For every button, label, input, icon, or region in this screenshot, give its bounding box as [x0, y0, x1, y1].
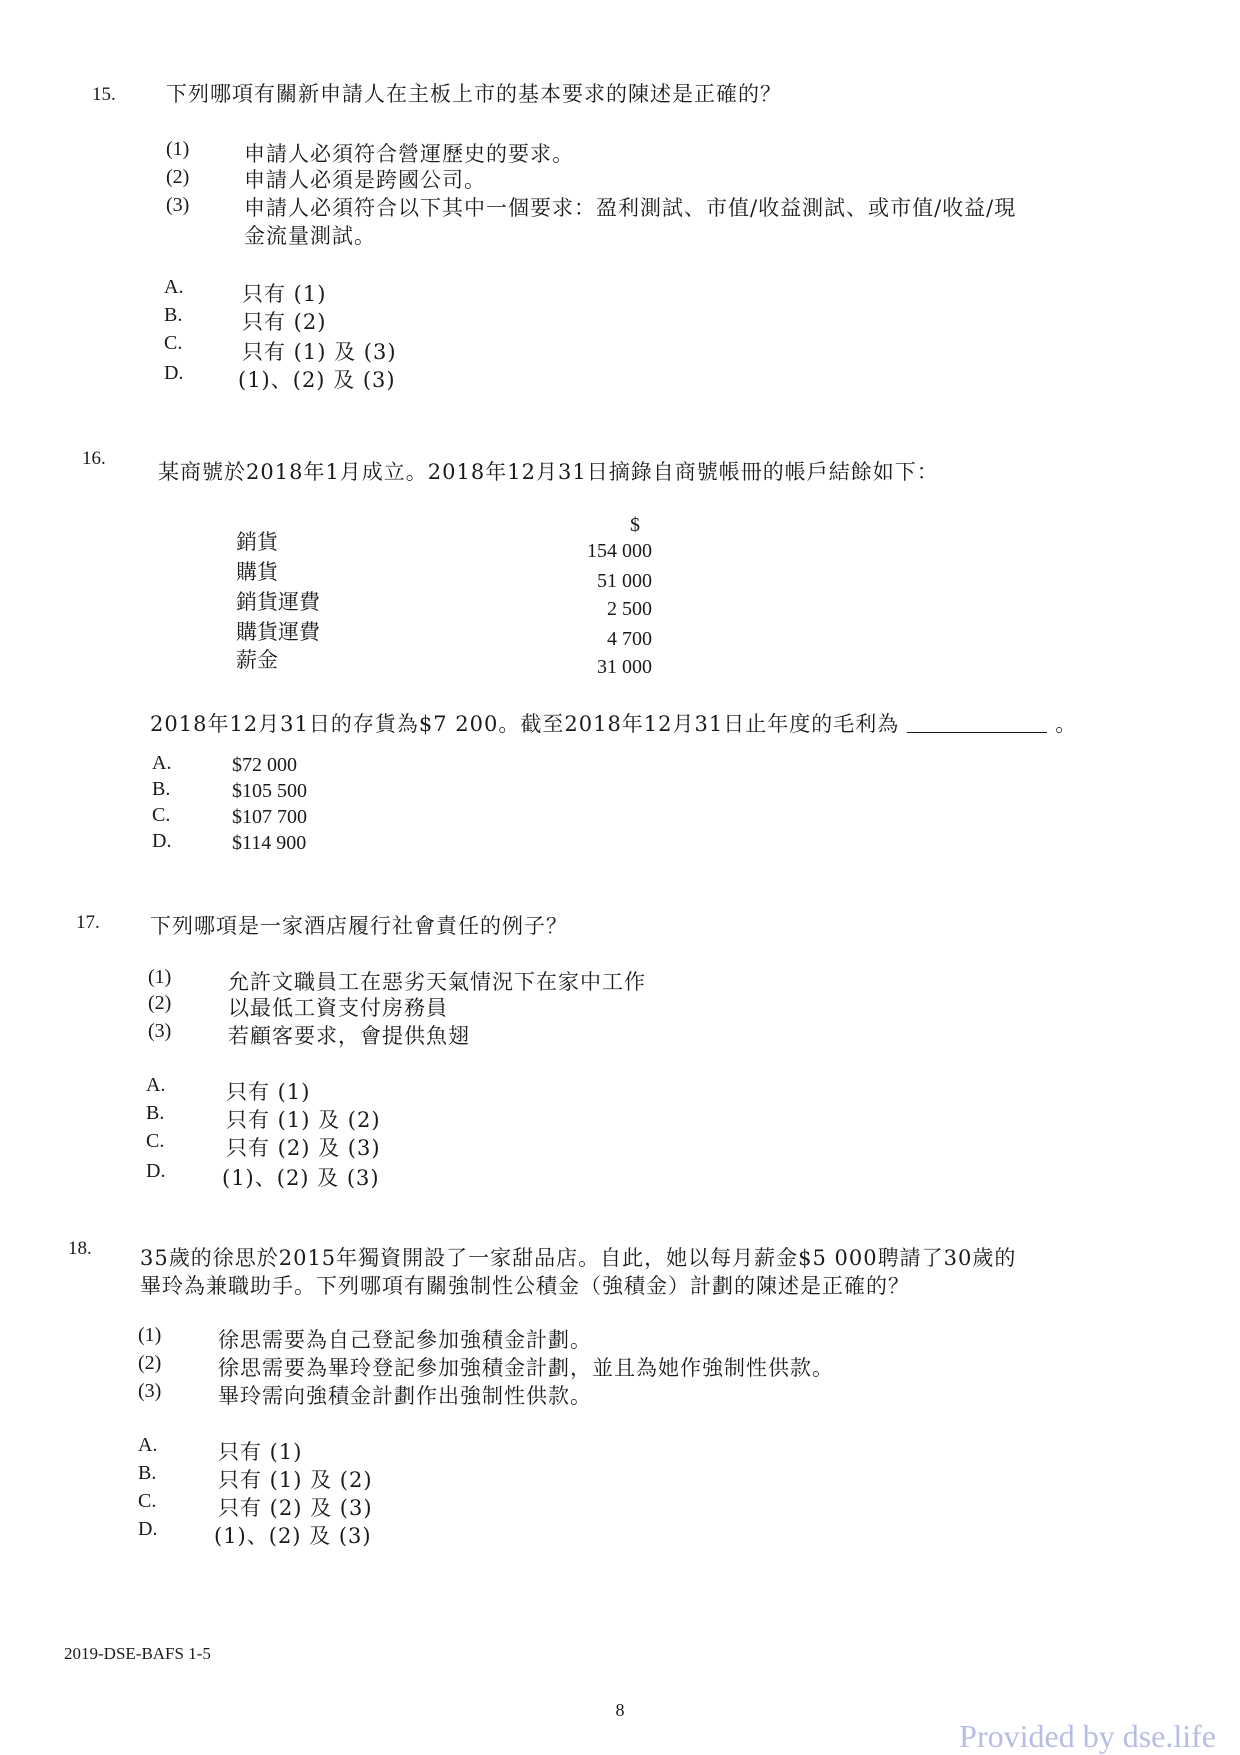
option-mark: C. [138, 1490, 157, 1512]
statement-text: 允許文職員工在惡劣天氣情況下在家中工作 [228, 970, 646, 994]
option-text: (1)、(2) 及 (3) [238, 368, 396, 392]
question-stem: 下列哪項有關新申請人在主板上市的基本要求的陳述是正確的？ [166, 82, 782, 106]
account-name: 購貨 [236, 560, 278, 584]
followup-end: 。 [1055, 712, 1078, 736]
option-mark: A. [152, 752, 172, 774]
statement-text: 申請人必須符合以下其中一個要求：盈利測試、市值/收益測試、或市值/收益/現 [244, 196, 1017, 220]
option-mark: A. [164, 276, 184, 298]
statement-text: 徐思需要為畢玲登記參加強積金計劃，並且為她作強制性供款。 [218, 1356, 834, 1380]
statement-mark: (3) [166, 194, 190, 216]
followup-text: 2018年12月31日的存貨為$7 200。截至2018年12月31日止年度的毛利為 [150, 712, 900, 736]
option-mark: A. [146, 1074, 166, 1096]
option-text: 只有 (1) [218, 1440, 303, 1464]
question-number: 17. [76, 912, 100, 933]
question-number: 15. [92, 84, 116, 105]
statement-mark: (1) [148, 966, 172, 988]
option-text: $105 500 [232, 780, 307, 802]
option-text: 只有 (1) [242, 282, 327, 306]
currency-header: $ [630, 514, 640, 536]
option-text: 只有 (2) [242, 310, 327, 334]
statement-text-continued: 金流量測試。 [244, 224, 376, 248]
option-text: 只有 (2) 及 (3) [218, 1496, 373, 1520]
statement-text: 若顧客要求，會提供魚翅 [228, 1024, 470, 1048]
option-mark: B. [152, 778, 171, 800]
option-text: $114 900 [232, 832, 307, 854]
option-text: $107 700 [232, 806, 307, 828]
statement-mark: (3) [138, 1380, 162, 1402]
account-amount: 154 000 [587, 540, 652, 562]
statement-mark: (2) [148, 992, 172, 1014]
question-number: 16. [82, 448, 106, 469]
option-mark: D. [138, 1518, 158, 1540]
statement-text: 申請人必須符合營運歷史的要求。 [244, 142, 574, 166]
question-stem: 下列哪項是一家酒店履行社會責任的例子？ [150, 914, 568, 938]
option-text: $72 000 [232, 754, 297, 776]
option-mark: B. [138, 1462, 157, 1484]
option-text: (1)、(2) 及 (3) [214, 1524, 372, 1548]
account-amount: 4 700 [607, 628, 652, 650]
statement-text: 徐思需要為自己登記參加強積金計劃。 [218, 1328, 592, 1352]
statement-mark: (3) [148, 1020, 172, 1042]
option-text: 只有 (2) 及 (3) [226, 1136, 381, 1160]
question-stem-line1: 35歲的徐思於2015年獨資開設了一家甜品店。自此，她以每月薪金$5 000聘請了30歲的 [140, 1246, 1017, 1270]
statement-mark: (2) [138, 1352, 162, 1374]
option-text: 只有 (1) 及 (2) [218, 1468, 373, 1492]
option-mark: A. [138, 1434, 158, 1456]
question-followup [150, 710, 1077, 738]
statement-mark: (1) [166, 138, 190, 160]
page-number: 8 [615, 1700, 625, 1720]
account-amount: 51 000 [597, 570, 652, 592]
paper-code: 2019-DSE-BAFS 1-5 [64, 1644, 211, 1663]
option-text: 只有 (1) [226, 1080, 311, 1104]
option-mark: C. [152, 804, 171, 826]
statement-text: 申請人必須是跨國公司。 [244, 168, 486, 192]
option-mark: D. [146, 1160, 166, 1182]
account-amount: 2 500 [607, 598, 652, 620]
question-number: 18. [68, 1238, 92, 1259]
statement-mark: (1) [138, 1324, 162, 1346]
account-name: 薪金 [236, 648, 278, 672]
question-stem-line2: 畢玲為兼職助手。下列哪項有關強制性公積金（強積金）計劃的陳述是正確的？ [140, 1274, 910, 1298]
answer-blank [907, 732, 1047, 733]
option-mark: B. [146, 1102, 165, 1124]
statement-mark: (2) [166, 166, 190, 188]
question-stem: 某商號於2018年1月成立。2018年12月31日摘錄自商號帳冊的帳戶結餘如下： [158, 460, 939, 484]
option-mark: D. [164, 362, 184, 384]
option-mark: C. [146, 1130, 165, 1152]
statement-text: 以最低工資支付房務員 [228, 996, 448, 1020]
option-mark: B. [164, 304, 183, 326]
account-amount: 31 000 [597, 656, 652, 678]
account-name: 銷貨 [236, 530, 278, 554]
source-watermark: Provided by dse.life [959, 1718, 1216, 1754]
option-mark: C. [164, 332, 183, 354]
statement-text: 畢玲需向強積金計劃作出強制性供款。 [218, 1384, 592, 1408]
option-mark: D. [152, 830, 172, 852]
account-name: 購貨運費 [236, 620, 320, 644]
option-text: (1)、(2) 及 (3) [222, 1166, 380, 1190]
account-name: 銷貨運費 [236, 590, 320, 614]
option-text: 只有 (1) 及 (2) [226, 1108, 381, 1132]
option-text: 只有 (1) 及 (3) [242, 340, 397, 364]
